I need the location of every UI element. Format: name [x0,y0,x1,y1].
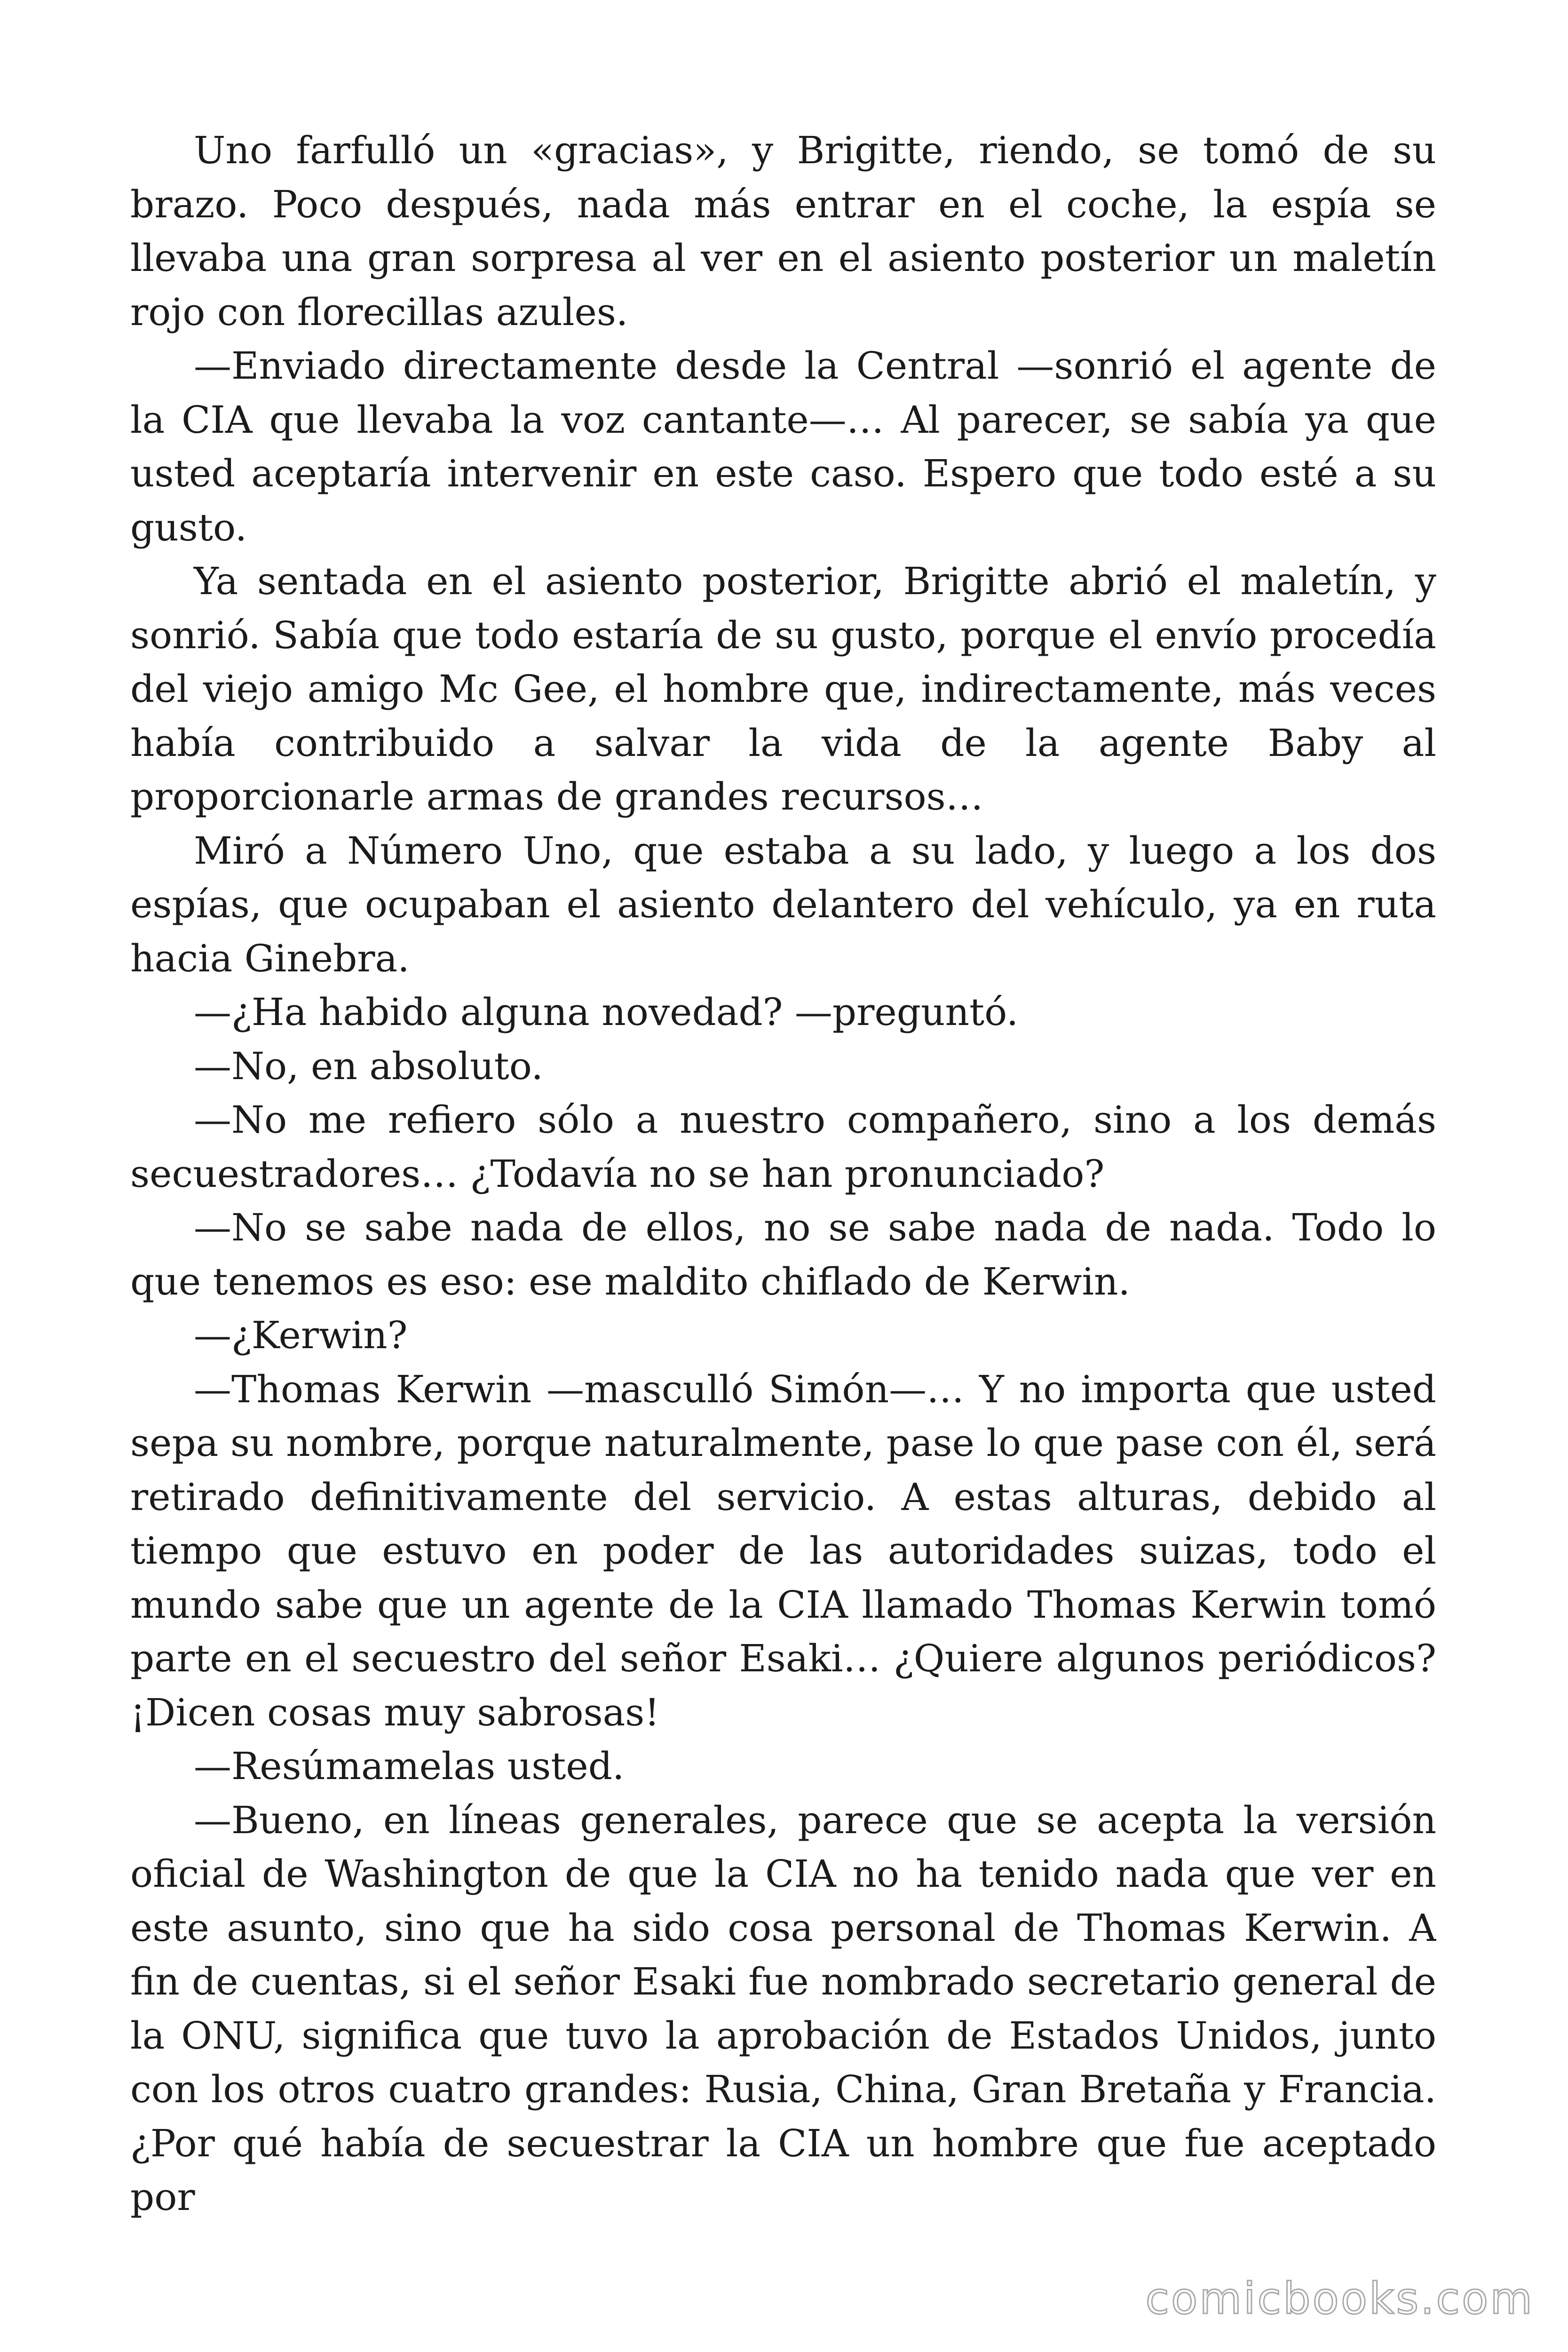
watermark: comicbooks.com [1145,2273,1534,2324]
paragraph: —¿Kerwin? [194,1313,408,1357]
paragraph: —No, en absoluto. [194,1044,543,1088]
paragraph: —No me refiero sólo a nuestro compañero, sino a los demás secuestradores… ¿Todavía no se han pronunciado? [130,1098,1436,1196]
paragraph: Miró a Número Uno, que estaba a su lado, y luego a los dos espías, que ocupaban el asiento delantero del vehículo, ya en ruta hacia Ginebra. [130,828,1436,980]
paragraph: Ya sentada en el asiento posterior, Brigitte abrió el maletín, y sonrió. Sabía que todo estaría de su gusto, porque el envío procedía del viejo amigo Mc Gee, el hombre que, indirectamente, más veces había contribuido a salvar la vida de la agente Baby al proporcionarle armas de grandes recursos… [130,559,1436,818]
paragraph: Uno farfulló un «gracias», y Brigitte, riendo, se tomó de su brazo. Poco después, nada más entrar en el coche, la espía se llevaba una gran sorpresa al ver en el asiento posterior un maletín rojo con florecillas azules. [130,128,1436,334]
page-text [130,124,1436,2222]
paragraph: —¿Ha habido alguna novedad? —preguntó. [194,990,1019,1034]
paragraph: —Bueno, en líneas generales, parece que se acepta la versión oficial de Washington de que la CIA no ha tenido nada que ver en este asunto, sino que ha sido cosa personal de Thomas Kerwin. A fin de cuentas, si el señor Esaki fue nombrado secretario general de la ONU, significa que tuvo la aprobación de Estados Unidos, junto con los otros cuatro grandes: Rusia, China, Gran Bretaña y Francia. ¿Por qué había de secuestrar la CIA un hombre que fue aceptado por [130,1798,1436,2219]
paragraph: —No se sabe nada de ellos, no se sabe nada de nada. Todo lo que tenemos es eso: ese maldito chiflado de Kerwin. [130,1206,1436,1303]
paragraph: —Enviado directamente desde la Central —sonrió el agente de la CIA que llevaba la voz cantante—… Al parecer, se sabía ya que usted aceptaría intervenir en este caso. Espero que todo esté a su gusto. [130,344,1436,549]
paragraph: —Thomas Kerwin —masculló Simón—… Y no importa que usted sepa su nombre, porque naturalmente, pase lo que pase con él, será retirado definitivamente del servicio. A estas alturas, debido al tiempo que estuvo en poder de las autoridades suizas, todo el mundo sabe que un agente de la CIA llamado Thomas Kerwin tomó parte en el secuestro del señor Esaki… ¿Quiere algunos periódicos? ¡Dicen cosas muy sabrosas! [130,1367,1436,1734]
paragraph: —Resúmamelas usted. [194,1744,625,1788]
